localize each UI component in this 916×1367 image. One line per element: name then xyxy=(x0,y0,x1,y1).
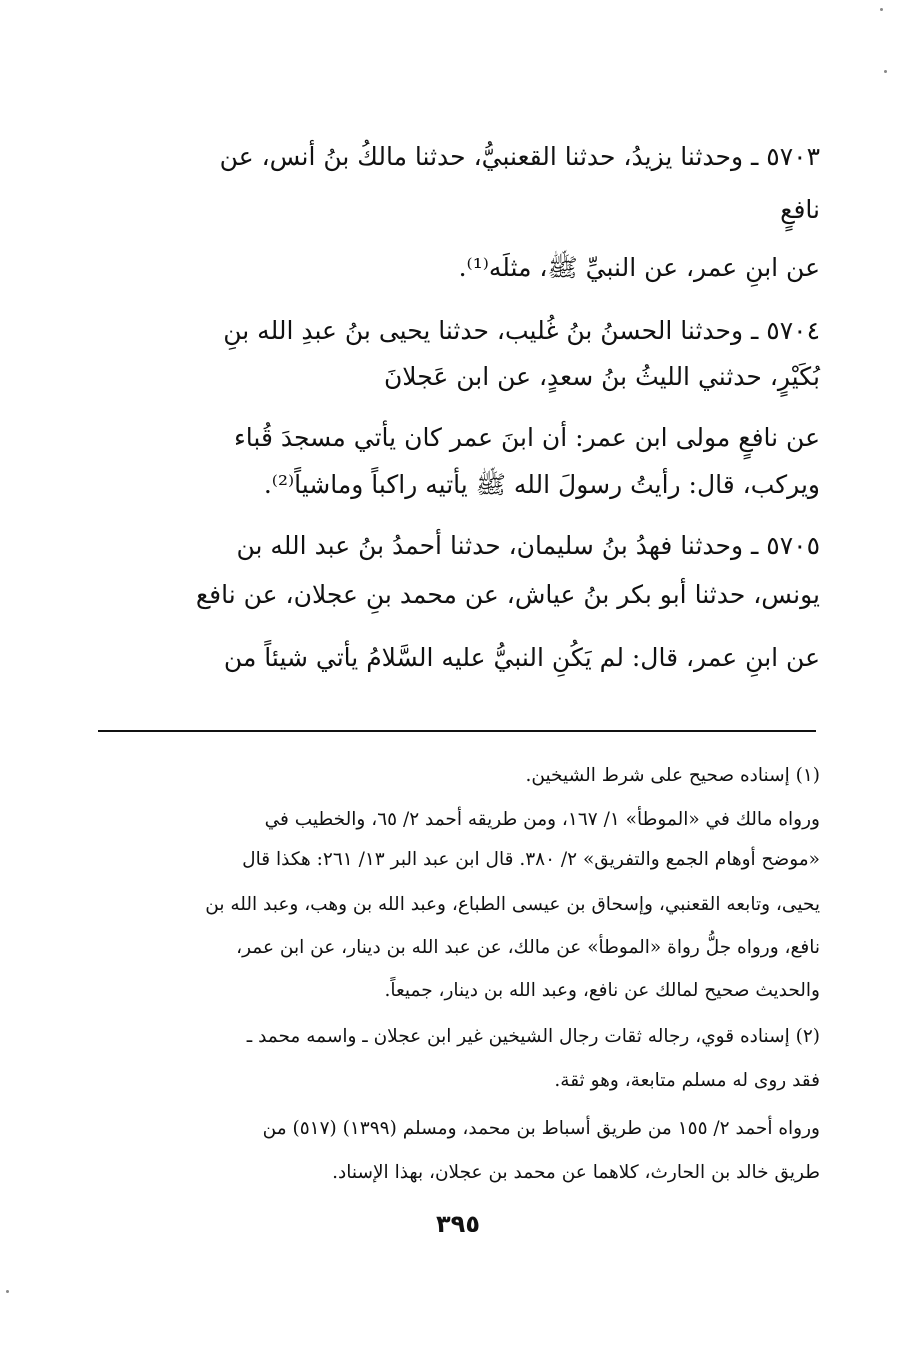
scan-speck xyxy=(880,8,883,11)
footnote-2-line-4: طريق خالد بن الحارث، كلاهما عن محمد بن عجلان، بهذا الإسناد. xyxy=(332,1162,820,1183)
hadith-5705-line-2: يونس، حدثنا أبو بكر بنُ عياش، عن محمد بنِ عجلان، عن نافع xyxy=(195,580,820,609)
page-number: ٣٩٥ xyxy=(436,1210,480,1238)
hadith-5703-line-2: نافعٍ xyxy=(780,195,820,224)
footnote-1-line-2: ورواه مالك في «الموطأ» ١/ ١٦٧، ومن طريقه أحمد ٢/ ٦٥، والخطيب في xyxy=(264,809,820,830)
footnote-1-line-6: والحديث صحيح لمالك عن نافع، وعبد الله بن دينار، جميعاً. xyxy=(384,980,820,1001)
footnote-2-line-1: (٢) إسناده قوي، رجاله ثقات رجال الشيخين غير ابن عجلان ـ واسمه محمد ـ xyxy=(246,1026,820,1047)
hadith-5704-line-1: ٥٧٠٤ ـ وحدثنا الحسنُ بنُ غُليب، حدثنا يحيى بنُ عبدِ الله بنِ xyxy=(223,316,820,345)
hadith-5703-line-1: ٥٧٠٣ ـ وحدثنا يزيدُ، حدثنا القعنبيُّ، حدثنا مالكُ بنُ أنس، عن xyxy=(219,142,820,171)
hadith-5704-line-2: بُكَيْرٍ، حدثني الليثُ بنُ سعدٍ، عن ابن عَجلانَ xyxy=(383,362,820,391)
footnote-1-line-4: يحيى، وتابعه القعنبي، وإسحاق بن عيسى الطباع، وعبد الله بن وهب، وعبد الله بن xyxy=(205,894,820,915)
footnote-1-line-5: نافع، ورواه جلُّ رواة «الموطأ» عن مالك، عن عبد الله بن دينار، عن ابن عمر، xyxy=(236,937,820,958)
hadith-5704-line-3: عن نافعٍ مولى ابن عمر: أن ابنَ عمر كان يأتي مسجدَ قُباء xyxy=(234,423,820,452)
hadith-5705-line-1: ٥٧٠٥ ـ وحدثنا فهدُ بنُ سليمان، حدثنا أحمدُ بنُ عبد الله بن xyxy=(236,531,820,560)
hadith-5705-line-3: عن ابنِ عمر، قال: لم يَكُنِ النبيُّ عليه السَّلامُ يأتي شيئاً من xyxy=(223,643,820,672)
scan-speck xyxy=(884,70,887,73)
footnote-1-line-3: «موضح أوهام الجمع والتفريق» ٢/ ٣٨٠. قال ابن عبد البر ١٣/ ٢٦١: هكذا قال xyxy=(242,849,820,870)
footnote-separator xyxy=(98,730,816,732)
hadith-5703-line-3: عن ابنِ عمر، عن النبيِّ ﷺ، مثلَه⁽¹⁾. xyxy=(458,253,820,282)
footnote-2-line-3: ورواه أحمد ٢/ ١٥٥ من طريق أسباط بن محمد، ومسلم (١٣٩٩) (٥١٧) من xyxy=(262,1118,820,1139)
footnote-1-line-1: (١) إسناده صحيح على شرط الشيخين. xyxy=(525,765,820,786)
footnote-2-line-2: فقد روى له مسلم متابعة، وهو ثقة. xyxy=(554,1070,820,1091)
scan-speck xyxy=(6,1290,9,1293)
hadith-5704-line-4: ويركب، قال: رأيتُ رسولَ الله ﷺ يأتيه راكباً وماشياً⁽²⁾. xyxy=(263,470,820,499)
